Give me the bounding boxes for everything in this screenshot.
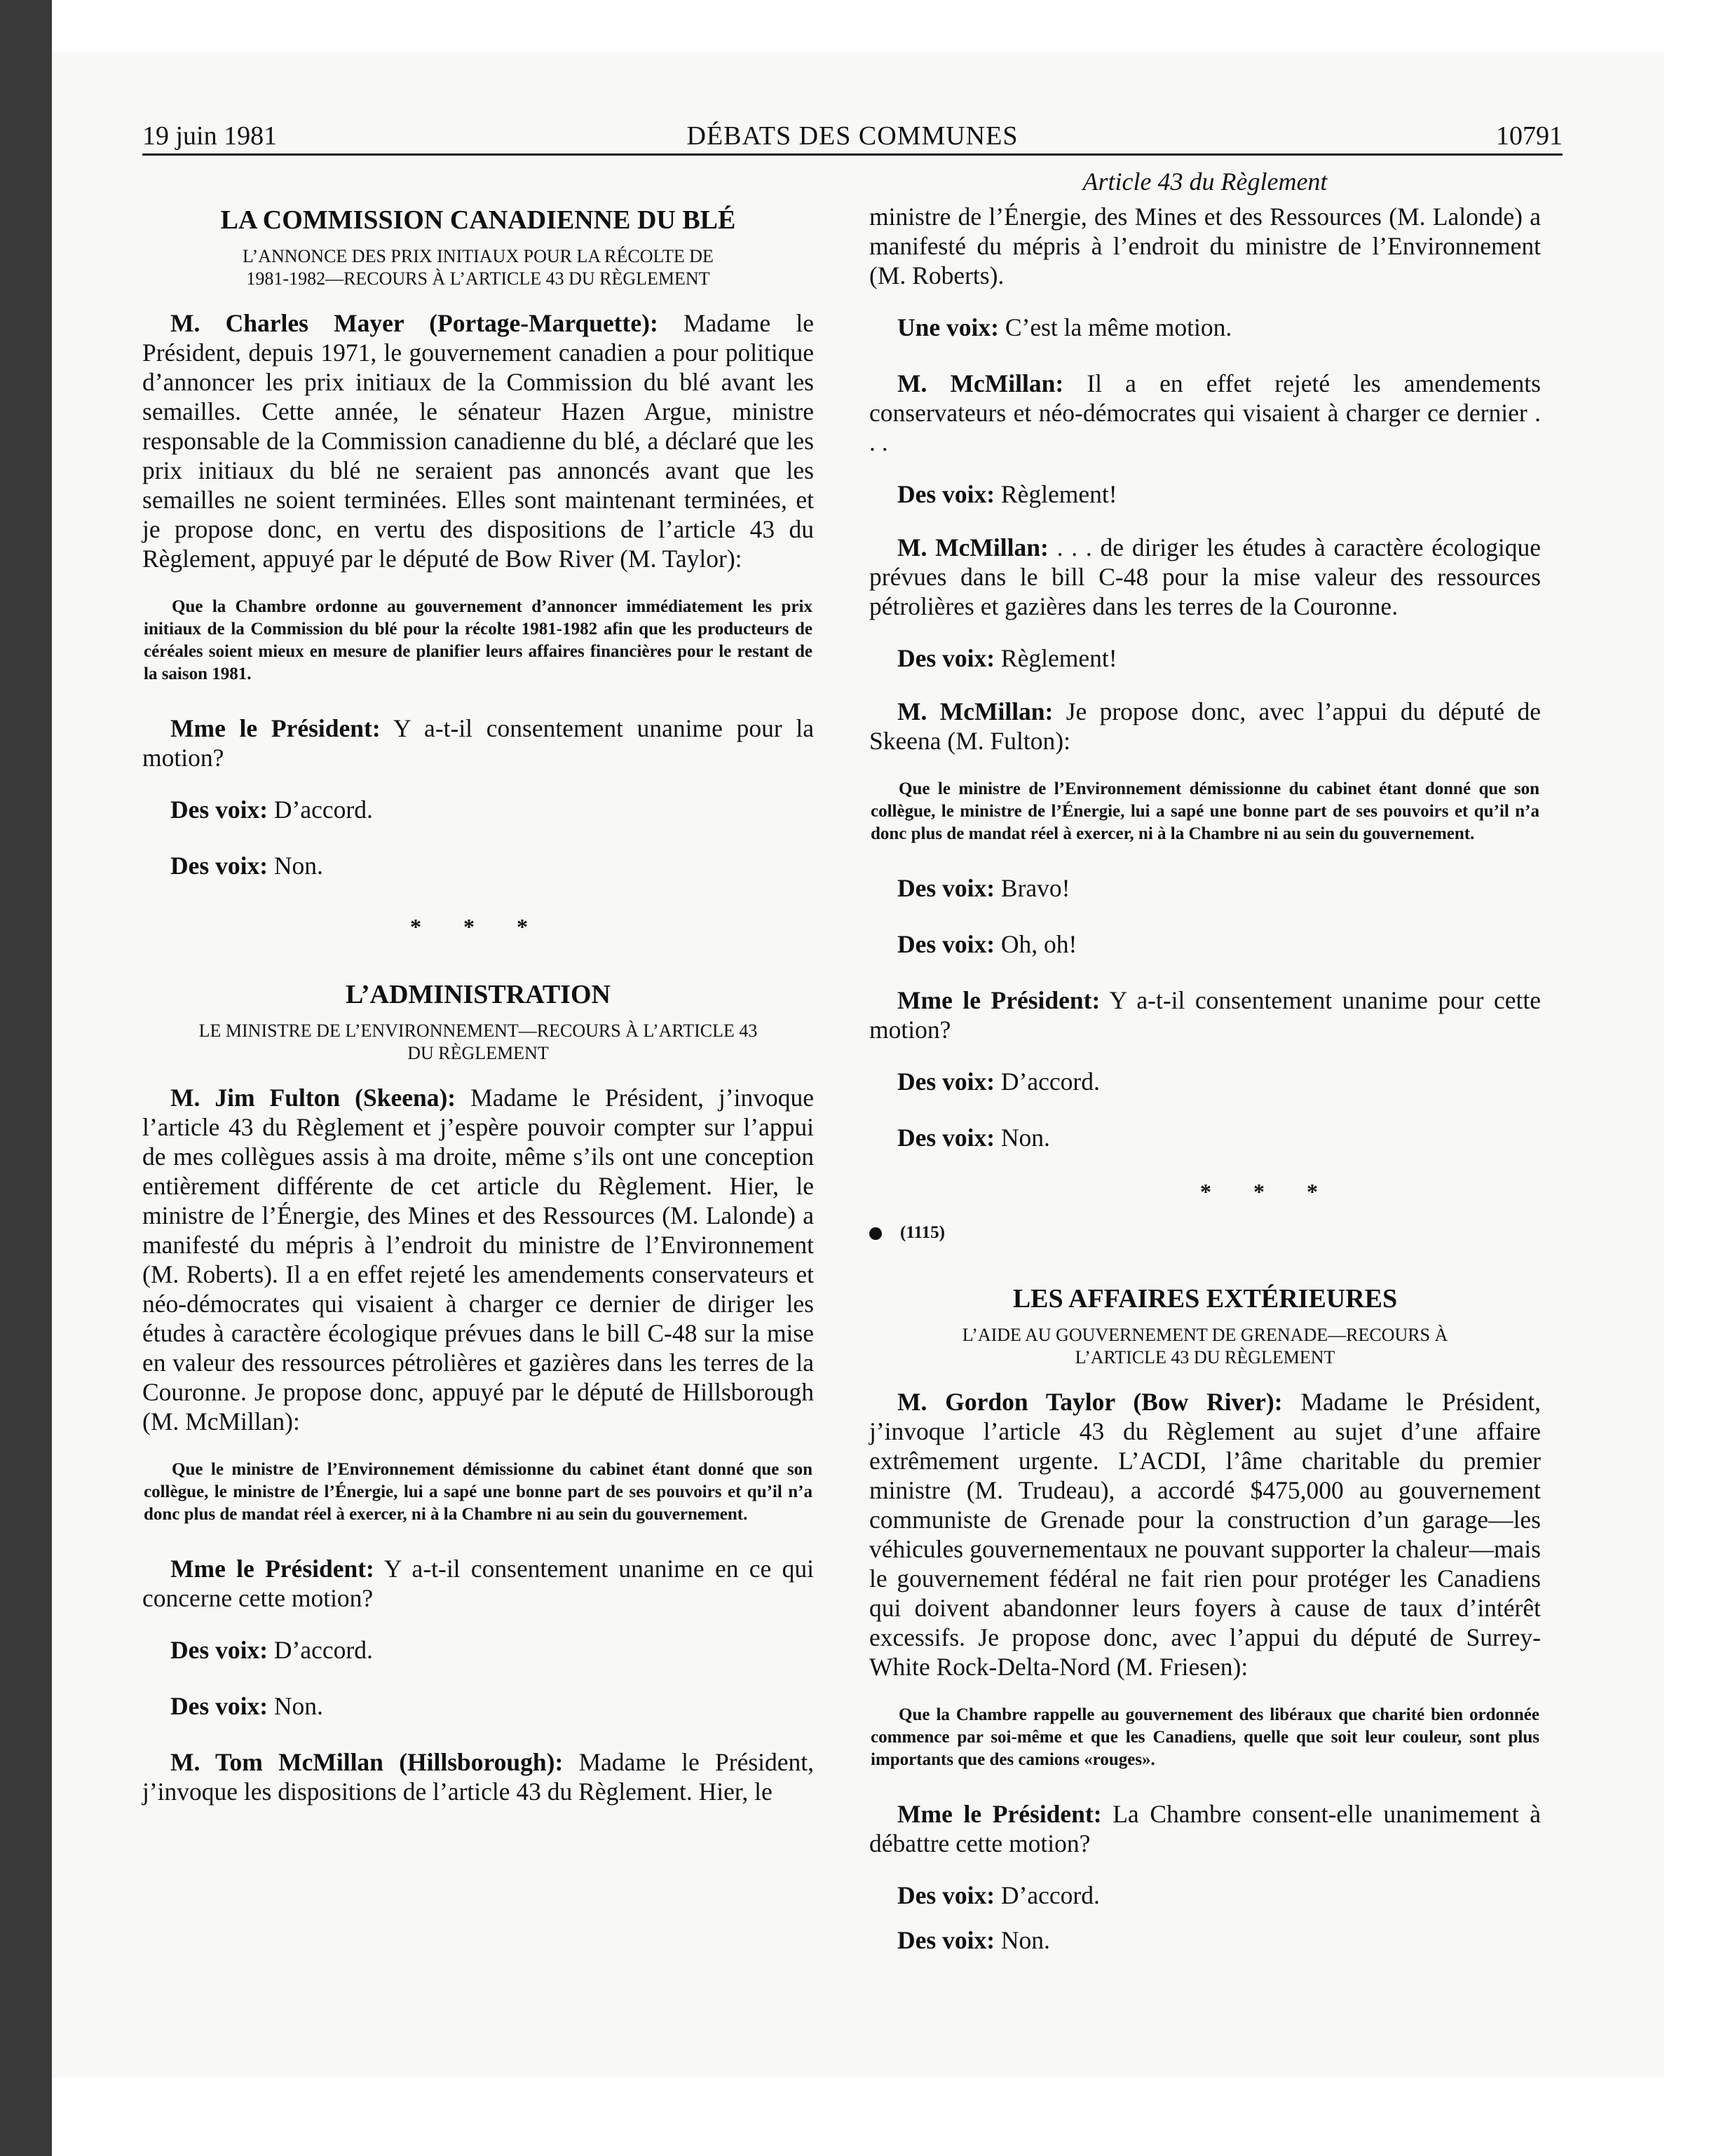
speaker-name: Des voix: — [897, 930, 995, 958]
speech-paragraph — [869, 1925, 1541, 1955]
speaker-name: Des voix: — [897, 644, 995, 672]
subheading-line: L’ARTICLE 43 DU RÈGLEMENT — [1075, 1347, 1335, 1367]
speech-paragraph — [869, 1123, 1541, 1152]
speaker-name: Une voix: — [897, 313, 999, 341]
speech-paragraph — [869, 313, 1541, 342]
speaker-name: Mme le Président: — [897, 986, 1101, 1014]
speech-paragraph — [869, 369, 1541, 457]
header-date: 19 juin 1981 — [142, 121, 278, 151]
speaker-name: M. McMillan: — [897, 697, 1054, 725]
speech-paragraph — [869, 985, 1541, 1044]
speech-paragraph — [142, 1747, 814, 1806]
subheading-line: L’AIDE AU GOUVERNEMENT DE GRENADE—RECOURS À — [962, 1325, 1448, 1345]
right-column — [869, 167, 1541, 1981]
speech-text: Y a-t-il consentement unanime en ce qui concerne cette motion? — [142, 1555, 815, 1612]
speech-paragraph — [869, 873, 1541, 903]
speech-paragraph — [869, 643, 1541, 673]
bullet-icon — [869, 1227, 882, 1240]
speech-text: Non. — [995, 1124, 1050, 1152]
speaker-name: Des voix: — [170, 852, 268, 880]
speaker-name: M. Jim Fulton (Skeena): — [170, 1084, 456, 1112]
speech-text: Madame le Président, j’invoque l’article 43 du Règlement et j’espère pouvoir compter sur l’appui de mes collègues assis à ma droite, même s’ils ont une conception entièrement différente de cet article du Règlement. Hier, le ministre de l’Énergie, des Mines et des Ressources (M. Lalonde) a manifesté du mépris à l’endroit du ministre de l’Environnement (M. Roberts). Il a en effet rejeté les amendements conservateurs et néo-démocrates qui visaient à charger ce dernier de diriger les études à caractère écologique prévues dans le bill C-48 sur la mise en valeur des ressources pétrolières et gazières dans les terres de la Couronne. Je propose donc, appuyé par le député de Hillsborough (M. McMillan): — [142, 1084, 814, 1435]
speaker-name: Des voix: — [170, 1636, 268, 1664]
speech-text: Y a-t-il consentement unanime pour cette motion? — [869, 986, 1541, 1044]
speech-paragraph — [142, 1083, 814, 1436]
speaker-name: Des voix: — [170, 1692, 268, 1720]
speech-text: Madame le Président, j’invoque l’article 43 du Règlement au sujet d’une affaire extrêmement urgente. L’ACDI, l’âme charitable du premier ministre (M. Trudeau), a accordé $475,000 au gouvernement communiste de Grenade pour la construction d’un garage—les véhicules gouvernementaux ne pouvant supporter la chaleur—mais le gouvernement fédéral ne fait rien pour protéger les Canadiens qui doivent abandonner leurs foyers à cause de taux d’intérêt excessifs. Je propose donc, avec l’appui du député de Surrey-White Rock-Delta-Nord (M. Friesen): — [869, 1388, 1542, 1681]
speaker-name: Des voix: — [897, 1881, 995, 1909]
section-subheading — [142, 245, 814, 290]
speech-text: Règlement! — [995, 480, 1117, 508]
speech-paragraph — [142, 1691, 814, 1721]
section-heading: LES AFFAIRES EXTÉRIEURES — [1012, 1284, 1398, 1314]
speech-continuation: ministre de l’Énergie, des Mines et des Ressources (M. Lalonde) a manifesté du mépris à l’endroit du ministre de l’Environnement (M. Roberts). — [869, 203, 1541, 289]
speech-paragraph — [142, 795, 814, 824]
running-rubric: Article 43 du Règlement — [1082, 168, 1328, 196]
header-title: DÉBATS DES COMMUNES — [686, 121, 1019, 151]
motion-text: Que le ministre de l’Environnement démissionne du cabinet étant donné que son collègue, le ministre de l’Énergie, lui a sapé une bonne part de ses pouvoirs et qu’il n’a donc plus de mandat réel à exercer, ni à la Chambre ni au sein du gouvernement. — [871, 779, 1539, 843]
speaker-name: Des voix: — [170, 796, 268, 824]
speech-text: Il a en effet rejeté les amendements conservateurs et néo-démocrates qui visaient à charger ce dernier . . . — [869, 369, 1541, 456]
speech-text: La Chambre consent-elle unanimement à débattre cette motion? — [869, 1800, 1541, 1857]
speech-paragraph — [869, 697, 1541, 756]
speech-text: D’accord. — [995, 1881, 1100, 1909]
speech-text: D’accord. — [995, 1067, 1100, 1096]
speech-paragraph — [869, 1799, 1541, 1858]
speaker-name: M. McMillan: — [897, 369, 1064, 397]
speech-text: Bravo! — [995, 874, 1070, 902]
speech-text: Non. — [268, 1692, 323, 1720]
speech-text: C’est la même motion. — [998, 313, 1232, 341]
speech-paragraph — [142, 1635, 814, 1665]
subheading-line: 1981-1982—RECOURS À L’ARTICLE 43 DU RÈGLEMENT — [246, 268, 710, 289]
section-heading: LA COMMISSION CANADIENNE DU BLÉ — [220, 205, 736, 235]
speech-text: Oh, oh! — [995, 930, 1077, 958]
page-number: 10791 — [1496, 121, 1563, 151]
speaker-name: Des voix: — [897, 874, 995, 902]
speech-paragraph — [869, 533, 1541, 621]
speech-paragraph — [142, 851, 814, 880]
motion-text: Que la Chambre rappelle au gouvernement des libéraux que charité bien ordonnée commence par soi-même et que les Canadiens, quelle que soit leur couleur, sont plus importants que des camions «rouges». — [871, 1705, 1539, 1769]
timestamp-text: (1115) — [900, 1223, 945, 1242]
motion-text: Que la Chambre ordonne au gouvernement d’annoncer immédiatement les prix initiaux de la Commission du blé pour la récolte 1981-1982 afin que les producteurs de céréales soient mieux en mesure de planifier leurs affaires financières pour le restant de la saison 1981. — [144, 597, 812, 683]
left-column — [142, 205, 814, 1829]
motion-text: Que le ministre de l’Environnement démissionne du cabinet étant donné que son collègue, le ministre de l’Énergie, lui a sapé une bonne part de ses pouvoirs et qu’il n’a donc plus de mandat réel à exercer, ni à la Chambre ni au sein du gouvernement. — [144, 1460, 812, 1524]
speaker-name: M. Tom McMillan (Hillsborough): — [170, 1748, 564, 1776]
section-subheading — [869, 1324, 1541, 1369]
speech-text: Règlement! — [995, 644, 1117, 672]
speech-text: Y a-t-il consentement unanime pour la motion? — [142, 714, 814, 772]
speaker-name: M. Gordon Taylor (Bow River): — [897, 1388, 1283, 1416]
section-heading: L’ADMINISTRATION — [346, 980, 611, 1009]
speaker-name: M. Charles Mayer (Portage-Marquette): — [170, 309, 658, 337]
speech-text: D’accord. — [268, 1636, 373, 1664]
speaker-name: Mme le Président: — [170, 1555, 374, 1583]
speech-text: Je propose donc, avec l’appui du député de Skeena (M. Fulton): — [869, 697, 1542, 755]
speech-paragraph — [869, 1881, 1541, 1910]
speech-text: Madame le Président, depuis 1971, le gouvernement canadien a pour politique d’annoncer les prix initiaux de la Commission du blé avant les semailles. Cette année, le sénateur Hazen Argue, ministre responsable de la Commission canadienne du blé, a déclaré que les prix initiaux du blé ne seraient pas annoncés avant que les semailles ne soient terminées. Elles sont maintenant terminées, et je propose donc, en vertu des dispositions de l’article 43 du Règlement, appuyé par le député de Bow River (M. Taylor): — [142, 309, 814, 573]
speech-paragraph — [869, 1387, 1541, 1681]
subheading-line: L’ANNONCE DES PRIX INITIAUX POUR LA RÉCOLTE DE — [243, 246, 714, 266]
subheading-line: DU RÈGLEMENT — [407, 1043, 549, 1063]
speaker-name: Des voix: — [897, 1926, 995, 1954]
speech-text: Non. — [268, 852, 323, 880]
scan-border — [0, 0, 52, 2156]
speech-paragraph — [869, 929, 1541, 959]
speaker-name: M. McMillan: — [897, 533, 1049, 561]
speaker-name: Des voix: — [897, 480, 995, 508]
speech-paragraph — [869, 479, 1541, 509]
speech-text: Madame le Président, j’invoque les dispositions de l’article 43 du Règlement. Hier, le — [142, 1748, 814, 1806]
speech-text: Non. — [995, 1926, 1050, 1954]
speaker-name: Des voix: — [897, 1124, 995, 1152]
speaker-name: Mme le Président: — [897, 1800, 1102, 1828]
speaker-name: Des voix: — [897, 1067, 995, 1096]
speech-paragraph — [142, 714, 814, 772]
speech-paragraph — [142, 1554, 814, 1613]
section-separator: * * * — [410, 914, 546, 939]
speech-text: . . . de diriger les études à caractère écologique prévues dans le bill C-48 pour la mise valeur des ressources pétrolières et gazières dans les terres de la Couronne. — [869, 533, 1542, 620]
page-header — [142, 119, 1563, 153]
subheading-line: LE MINISTRE DE L’ENVIRONNEMENT—RECOURS À L’ARTICLE 43 — [198, 1021, 758, 1041]
header-rule — [142, 153, 1563, 156]
speech-paragraph — [142, 308, 814, 573]
speech-paragraph — [869, 1067, 1541, 1096]
section-subheading — [142, 1020, 814, 1065]
timestamp-marker — [869, 1223, 1541, 1243]
speaker-name: Mme le Président: — [170, 714, 381, 742]
speech-text: D’accord. — [268, 796, 373, 824]
section-separator: * * * — [1200, 1179, 1336, 1204]
